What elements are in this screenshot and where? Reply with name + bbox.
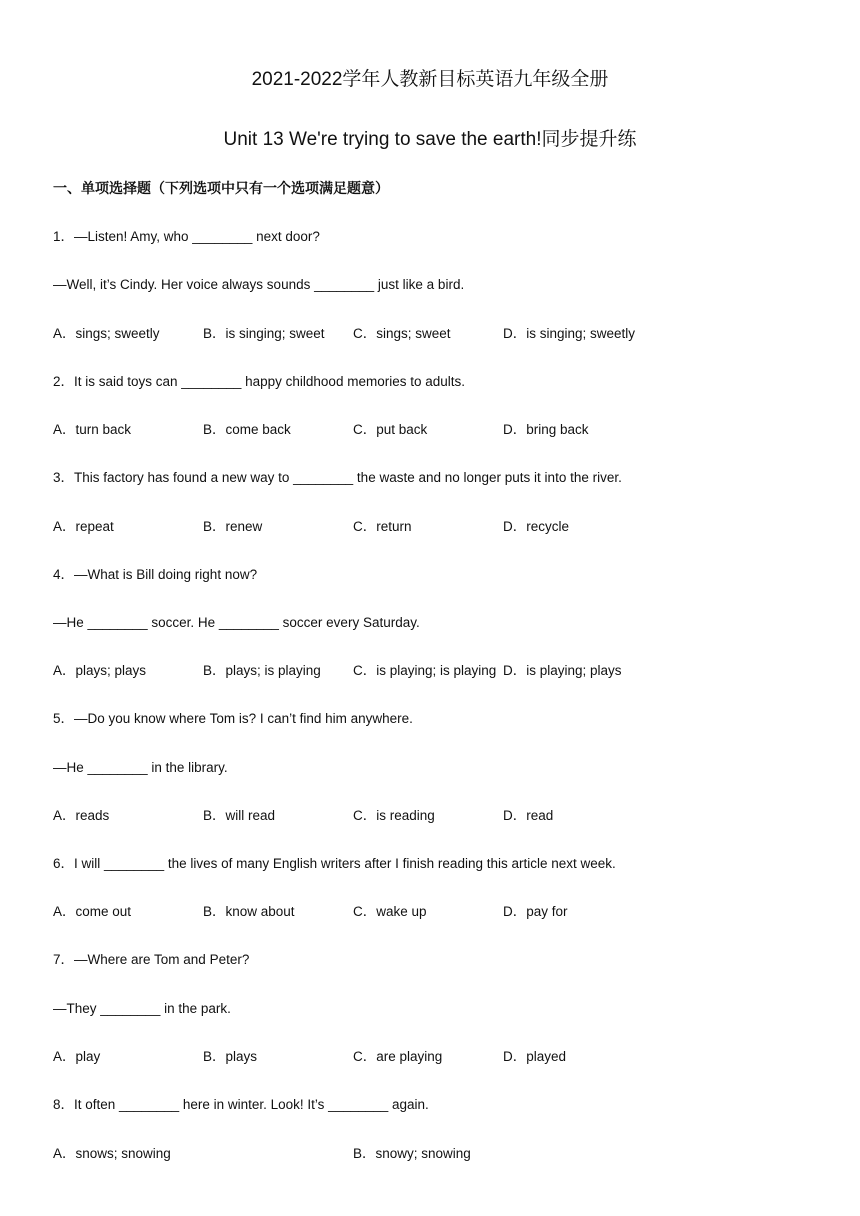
document-subtitle: Unit 13 We're trying to save the earth!同步提升练	[223, 129, 637, 150]
question-7-option-b: B．plays	[203, 1049, 258, 1064]
question-8-option-a: A．snows; snowing	[53, 1146, 171, 1161]
question-7-option-d: D．played	[503, 1049, 567, 1064]
question-3-option-b: B．renew	[203, 519, 263, 534]
question-4-option-c: C．is playing; is playing	[353, 663, 497, 678]
question-7-option-c: C．are playing	[353, 1049, 443, 1064]
question-1-stem: 1．—Listen! Amy, who ________ next door?	[53, 229, 320, 244]
question-5-option-d: D．read	[503, 808, 554, 823]
question-6-option-c: C．wake up	[353, 904, 427, 919]
question-5-stem-response: —He ________ in the library.	[53, 760, 228, 775]
question-6-option-d: D．pay for	[503, 904, 568, 919]
question-2-option-b: B．come back	[203, 422, 291, 437]
question-5-option-c: C．is reading	[353, 808, 435, 823]
question-2-option-c: C．put back	[353, 422, 428, 437]
question-1-option-b: B．is singing; sweet	[203, 326, 325, 341]
question-1-option-d: D．is singing; sweetly	[503, 326, 636, 341]
document-title: 2021-2022学年人教新目标英语九年级全册	[251, 69, 609, 90]
question-4-option-b: B．plays; is playing	[203, 663, 321, 678]
question-3-stem: 3．This factory has found a new way to ________ the waste and no longer puts it into the river.	[53, 470, 622, 485]
question-4-stem-response: —He ________ soccer. He ________ soccer every Saturday.	[53, 615, 420, 630]
question-4-option-a: A．plays; plays	[53, 663, 147, 678]
question-4-stem: 4．—What is Bill doing right now?	[53, 567, 258, 582]
question-6-stem: 6．I will ________ the lives of many English writers after I finish reading this article next week.	[53, 856, 616, 871]
question-2-stem: 2．It is said toys can ________ happy childhood memories to adults.	[53, 374, 465, 389]
question-7-option-a: A．play	[53, 1049, 101, 1064]
question-1-option-c: C．sings; sweet	[353, 326, 451, 341]
question-2-option-d: D．bring back	[503, 422, 589, 437]
section-heading: 一、单项选择题（下列选项中只有一个选项满足题意）	[53, 180, 389, 196]
question-5-option-a: A．reads	[53, 808, 110, 823]
question-5-option-b: B．will read	[203, 808, 276, 823]
question-6-option-b: B．know about	[203, 904, 295, 919]
question-1-option-a: A．sings; sweetly	[53, 326, 160, 341]
question-5-stem: 5．—Do you know where Tom is? I can’t find him anywhere.	[53, 711, 413, 726]
question-2-option-a: A．turn back	[53, 422, 132, 437]
question-8-option-b: B．snowy; snowing	[353, 1146, 471, 1161]
question-1-stem-response: —Well, it’s Cindy. Her voice always sounds ________ just like a bird.	[53, 277, 465, 292]
question-8-stem: 8．It often ________ here in winter. Look! It’s ________ again.	[53, 1097, 429, 1112]
question-7-stem: 7．—Where are Tom and Peter?	[53, 952, 250, 967]
question-4-option-d: D．is playing; plays	[503, 663, 622, 678]
question-7-stem-response: —They ________ in the park.	[53, 1001, 231, 1016]
question-3-option-d: D．recycle	[503, 519, 570, 534]
question-6-option-a: A．come out	[53, 904, 132, 919]
question-3-option-a: A．repeat	[53, 519, 114, 534]
question-3-option-c: C．return	[353, 519, 412, 534]
